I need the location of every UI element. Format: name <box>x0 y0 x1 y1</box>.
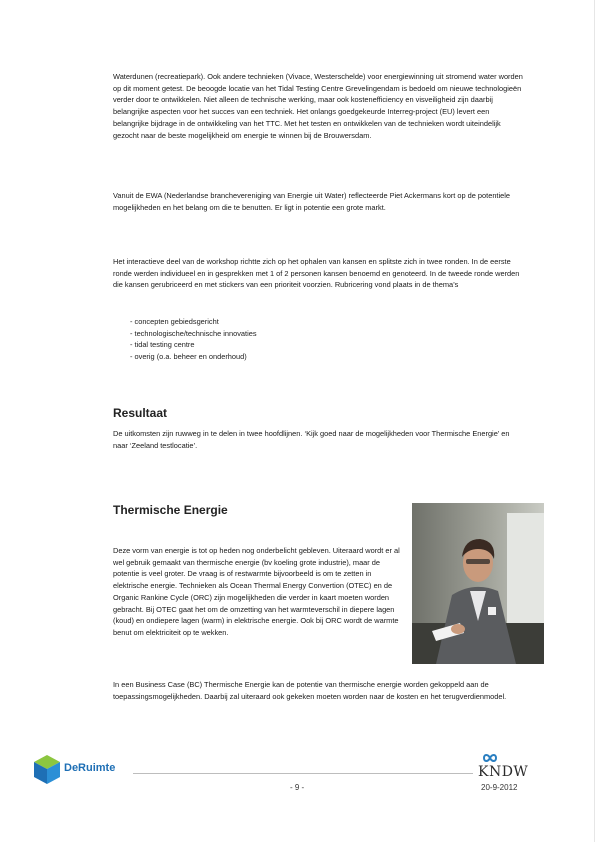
paragraph-tidal-testing: Waterdunen (recreatiepark). Ook andere technieken (Vivace, Westerschelde) voor energiewinning uit stromend water worden op dit moment getest. De beoogde locatie van het Tidal Testing Centre Grevelingendam is bedoeld om nieuwe technologieën verder door te ontwikkelen. Niet alleen de technische werking, maar ook kostenefficiency en visveiligheid zijn daarbij belangrijke aspecten voor het succes van een techniek. Het onlangs goedgekeurde Interreg-project (EU) levert een belangrijke bijdrage in de ontwikkeling van het TTC. Met het testen en ontwikkelen van de technieken wordt uiteindelijk gezocht naar de beste mogelijkheid om energie te winnen bij de Brouwersdam. <box>113 72 523 140</box>
list-item: - tidal testing centre <box>130 340 195 350</box>
themes-list <box>130 316 257 363</box>
speaker-photo <box>412 503 544 664</box>
deruimte-logo-text: DeRuimte <box>64 762 116 774</box>
paragraph-workshop: Het interactieve deel van de workshop richtte zich op het ophalen van kansen en splitste zich in twee ronden. In de eerste ronde werden individueel en in gesprekken met 1 of 2 personen kansen benoemd en genoteerd. In de tweede ronde werden die kansen gerubriceerd en met stickers van een prioriteit voorzien. Rubricering vond plaats in de thema’s <box>113 257 520 290</box>
list-item: - overig (o.a. beheer en onderhoud) <box>130 352 247 362</box>
infinity-icon <box>478 752 502 764</box>
footer-divider <box>133 773 473 774</box>
resultaat-heading: Resultaat <box>113 406 168 420</box>
thermische-energie-heading: Thermische Energie <box>113 503 228 517</box>
document-date: 20-9-2012 <box>481 783 518 792</box>
cube-icon <box>32 753 62 787</box>
paragraph-business-case: In een Business Case (BC) Thermische Energie kan de potentie van thermische energie worden gekoppeld aan de toepassingsmogelijkheden. Daarbij zal uiteraard ook gekeken moeten worden naar de kosten en het terugverdienmodel. <box>113 680 507 701</box>
kndw-logo-text: KNDW <box>478 764 529 780</box>
deruimte-logo <box>32 753 142 789</box>
kndw-logo <box>478 752 538 782</box>
list-item: - concepten gebiedsgericht <box>130 317 219 326</box>
paragraph-ewa: Vanuit de EWA (Nederlandse branchevereniging van Energie uit Water) reflecteerde Piet Ackermans kort op de potentiele mogelijkheden en het belang om die te benutten. Er ligt in potentie een grote markt. <box>113 191 510 212</box>
speaker-photo-image <box>412 503 544 664</box>
paragraph-thermische-energie: Deze vorm van energie is tot op heden nog onderbelicht gebleven. Uiteraard wordt er al wel gebruik gemaakt van thermische energie (bv koeling grote industrie), maar de potentie is veel groter. De vraag is of restwarmte bijvoorbeeld is om te zetten in elektrische energie. Technieken als Ocean Thermal Energy Convertion (OTEC) en de Organic Rankine Cycle (ORC) zijn mogelijkheden die verder in kaart moeten worden gebracht. Bij OTEC gaat het om de omzetting van het warmteverschil in diepere lagen (koud) en ondiepere lagen (warm) in elektrische energie. Ook bij ORC wordt de warmte benut om elektriciteit op te wekken. <box>113 546 400 637</box>
page-number: - 9 - <box>290 783 305 792</box>
paragraph-resultaat: De uitkomsten zijn ruwweg in te delen in twee hoofdlijnen. ‘Kijk goed naar de mogelijkheden voor Thermische Energie’ en naar ‘Zeeland testlocatie’. <box>113 429 510 450</box>
list-item: - technologische/technische innovaties <box>130 328 257 338</box>
